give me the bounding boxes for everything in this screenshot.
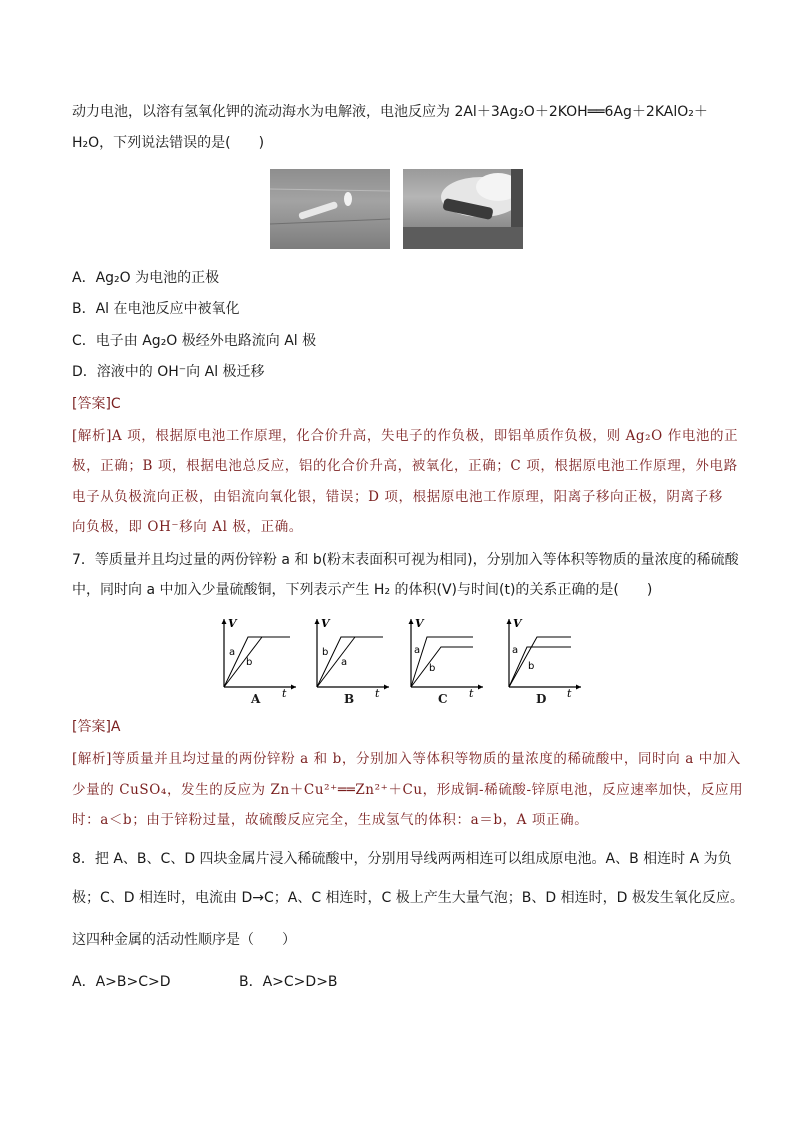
curve-label-upper: a [229, 647, 236, 658]
torpedo-launch-photo [403, 169, 523, 249]
q8-stem-line-3: 这四种金属的活动性顺序是（ ） [72, 932, 296, 948]
curve-label-lower: b [429, 663, 436, 674]
q8-stem-line-1: 8．把 A、B、C、D 四块金属片浸入稀硫酸中，分别用导线两两相连可以组成原电池。A、B 相连时 A 为负 [72, 851, 732, 867]
graph-label-d: D [536, 692, 547, 706]
q6-option-b: B．Al 在电池反应中被氧化 [72, 301, 240, 317]
v-axis-label: V [513, 617, 522, 630]
curve-label-lower: b [246, 657, 253, 668]
torpedo-water-photo [270, 169, 390, 249]
curve-label-lower: a [341, 657, 348, 668]
q8-stem-line-2: 极；C、D 相连时，电流由 D→C；A、C 相连时，C 极上产生大量气泡；B、D 相连时，D 极发生氧化反应。 [72, 890, 744, 906]
v-axis-label: V [228, 617, 237, 630]
q6-analysis-line-4: 向负极，即 OH⁻移向 Al 极，正确。 [72, 519, 303, 535]
q8-option-a: A．A>B>C>D [72, 974, 171, 990]
q6-analysis-line-1: [解析]A 项，根据原电池工作原理，化合价升高，失电子的作负极，即铝单质作负极，则 Ag₂O 作电池的正 [72, 428, 739, 444]
q6-stem-line-1: 动力电池，以溶有氢氧化钾的流动海水为电解液，电池反应为 2Al＋3Ag₂O＋2KOH══6Ag＋2KAlO₂＋ [72, 104, 708, 120]
t-axis-label: t [282, 687, 287, 700]
q6-option-d: D．溶液中的 OH⁻向 Al 极迁移 [72, 364, 265, 380]
q7-stem-line-1: 7．等质量并且均过量的两份锌粉 a 和 b(粉末表面积可视为相同)，分别加入等体积等物质的量浓度的稀硫酸 [72, 552, 739, 568]
graph-label-c: C [438, 692, 448, 706]
q6-option-a: A．Ag₂O 为电池的正极 [72, 270, 220, 286]
q6-option-c: C．电子由 Ag₂O 极经外电路流向 Al 极 [72, 333, 317, 349]
q6-analysis-line-2: 极，正确；B 项，根据电池总反应，铝的化合价升高，被氧化，正确；C 项，根据原电池工作原理，外电路 [72, 458, 738, 474]
graph-label-a: A [251, 692, 261, 706]
q7-stem-line-2: 中，同时向 a 中加入少量硫酸铜，下列表示产生 H₂ 的体积(V)与时间(t)的关系正确的是( ) [72, 582, 653, 598]
q8-option-b: B．A>C>D>B [239, 974, 338, 990]
q7-analysis-line-3: 时：a＜b；由于锌粉过量，故硫酸反应完全，生成氢气的体积：a＝b，A 项正确。 [72, 812, 589, 828]
q7-analysis-line-1: [解析]等质量并且均过量的两份锌粉 a 和 b，分别加入等体积等物质的量浓度的稀硫酸中，同时向 a 中加入 [72, 751, 742, 767]
graph-a [210, 615, 300, 700]
graph-c [397, 615, 487, 700]
q7-answer: [答案]A [72, 719, 121, 735]
curve-label-upper: b [322, 647, 329, 658]
curve-label-upper: a [414, 645, 421, 656]
curve-label-upper: a [512, 645, 519, 656]
graph-d [495, 615, 585, 700]
t-axis-label: t [469, 687, 474, 700]
v-axis-label: V [321, 617, 330, 630]
curve-label-lower: b [528, 661, 535, 672]
q6-answer: [答案]C [72, 396, 121, 412]
graph-b [303, 615, 393, 700]
q6-stem-line-2: H₂O，下列说法错误的是( ) [72, 135, 265, 151]
v-axis-label: V [415, 617, 424, 630]
q7-analysis-line-2: 少量的 CuSO₄，发生的反应为 Zn＋Cu²⁺══Zn²⁺＋Cu，形成铜-稀硫酸-锌原电池，反应速率加快，反应用 [72, 782, 744, 798]
graph-label-b: B [344, 692, 355, 706]
q6-analysis-line-3: 电子从负极流向正极，由铝流向氧化银，错误；D 项，根据原电池工作原理，阳离子移向正极，阴离子移 [72, 489, 723, 505]
t-axis-label: t [375, 687, 380, 700]
t-axis-label: t [567, 687, 572, 700]
